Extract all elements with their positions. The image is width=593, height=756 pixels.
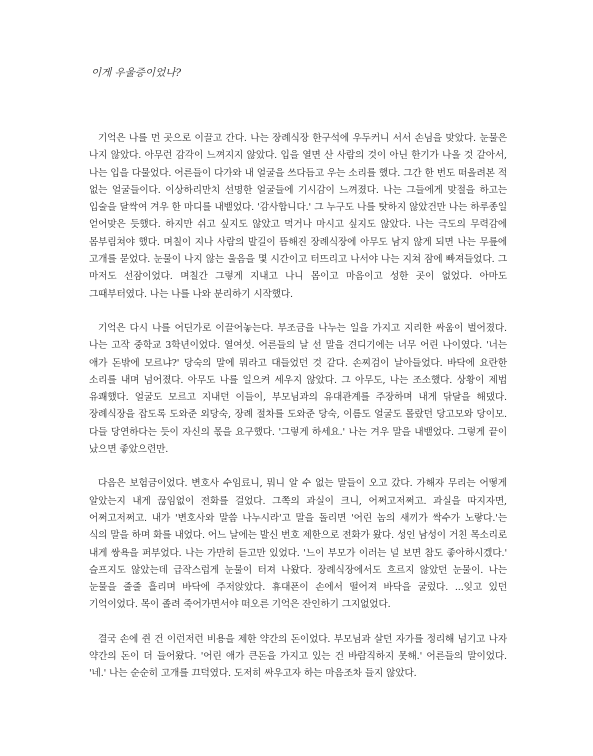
paragraph: 다음은 보험금이었다. 변호사 수임료니, 뭐니 알 수 없는 말들이 오고 갔다. 가해자 무리는 어떻게 알았는지 내게 끊임없이 전화를 걸었다. 그쪽의 과실이 크니, 어쩌고저쩌고. 과실을 따지자면, 어쩌고저쩌고. 내가 '변호사와 말씀 나누시라'고 말을 돌리면 '어린 놈의 새끼가 싹수가 노랗다.'는 식의 말을 하며 화를 내었다. 어느 날에는 발신 번호 제한으로 전화가 왔다. 성인 남성이 거친 목소리로 내게 쌍욕을 퍼부었다. 나는 가만히 듣고만 있었다. '느이 부모가 이러는 널 보면 참도 좋아하시겠다.' 슬프지도 않았는데 급작스럽게 눈물이 터져 나왔다. 장례식장에서도 흐르지 않았던 눈물이. 나는 눈물을 줄줄 흘리며 바닥에 주저앉았다. 휴대폰이 손에서 떨어져 바닥을 굴렀다. ...잊고 있던 기억이었다. 목이 졸려 죽어가면서야 떠오른 기억은 잔인하기 그지없었다. [89, 478, 507, 611]
paragraph: 기억은 나를 먼 곳으로 이끌고 간다. 나는 장례식장 한구석에 우두커니 서서 손님을 맞았다. 눈물은 나지 않았다. 아무런 감각이 느껴지지 않았다. 입을 열면 산 사람의 것이 아닌 한기가 나올 것 같아서, 나는 입을 다물었다. 어른들이 다가와 내 얼굴을 쓰다듬고 우는 소리를 했다. 그간 한 번도 떠올려본 적 없는 얼굴들이다. 이상하리만치 선명한 얼굴들에 기시감이 느껴졌다. 나는 그들에게 맞절을 하고는 입술을 달싹여 겨우 한 마디를 내뱉었다. '감사합니다.' 그 누구도 나를 탓하지 않았건만 나는 하루종일 얻어맞은 듯했다. 하지만 쉬고 싶지도 않았고 먹거나 마시고 싶지도 않았다. 나는 극도의 무력감에 몸부림쳐야 했다. 며칠이 지나 사람의 발길이 뜸해진 장례식장에 아무도 남지 않게 되면 나는 무릎에 고개를 묻었다. 눈물이 나지 않는 울음을 몇 시간이고 터뜨리고 나서야 나는 지쳐 잠에 빠져들었다. 그 마저도 선잠이었다. 며칠간 그렇게 지내고 나니 몸이고 마음이고 성한 곳이 없었다. 아마도 그때부터였다. 나는 나를 나와 분리하기 시작했다. [89, 133, 507, 300]
document-body [89, 130, 507, 683]
paragraph: 기억은 다시 나를 어딘가로 이끌어놓는다. 부조금을 나누는 일을 가지고 지리한 싸움이 벌어졌다. 나는 고작 중학교 3학년이었다. 열여섯. 어른들의 날 선 말을 견디기에는 너무 어린 나이였다. '너는 애가 돈밖에 모르냐?' 당숙의 말에 뭐라고 대들었던 것 같다. 손찌검이 날아들었다. 바닥에 요란한 소리를 내며 넘어졌다. 아무도 나를 일으켜 세우지 않았다. 그 아무도, 나는 조소했다. 상황이 제법 유쾌했다. 얼굴도 모르고 지내던 이들이, 부모님과의 유대관계를 주장하며 내게 닦달을 해댔다. 장례식장을 잡도록 도와준 외당숙, 장례 절차를 도와준 당숙, 이름도 얼굴도 몰랐던 당고모와 당이모. 다들 당연하다는 듯이 자신의 몫을 요구했다. '그렇게 하세요.' 나는 겨우 말을 내뱉었다. 그렇게 끝이 났으면 좋았으련만. [89, 322, 507, 456]
document-title: 이게 우울증이었나? [91, 67, 182, 79]
paragraph: 결국 손에 쥔 건 이런저런 비용을 제한 약간의 돈이었다. 부모님과 살던 자가를 정리해 넘기고 나자 약간의 돈이 더 들어왔다. '어린 애가 큰돈을 가지고 있는 건 바람직하지 못해.' 어른들의 말이었다. '네.' 나는 순순히 고개를 끄덕였다. 도저히 싸우고자 하는 마음조차 들지 않았다. [89, 633, 507, 680]
